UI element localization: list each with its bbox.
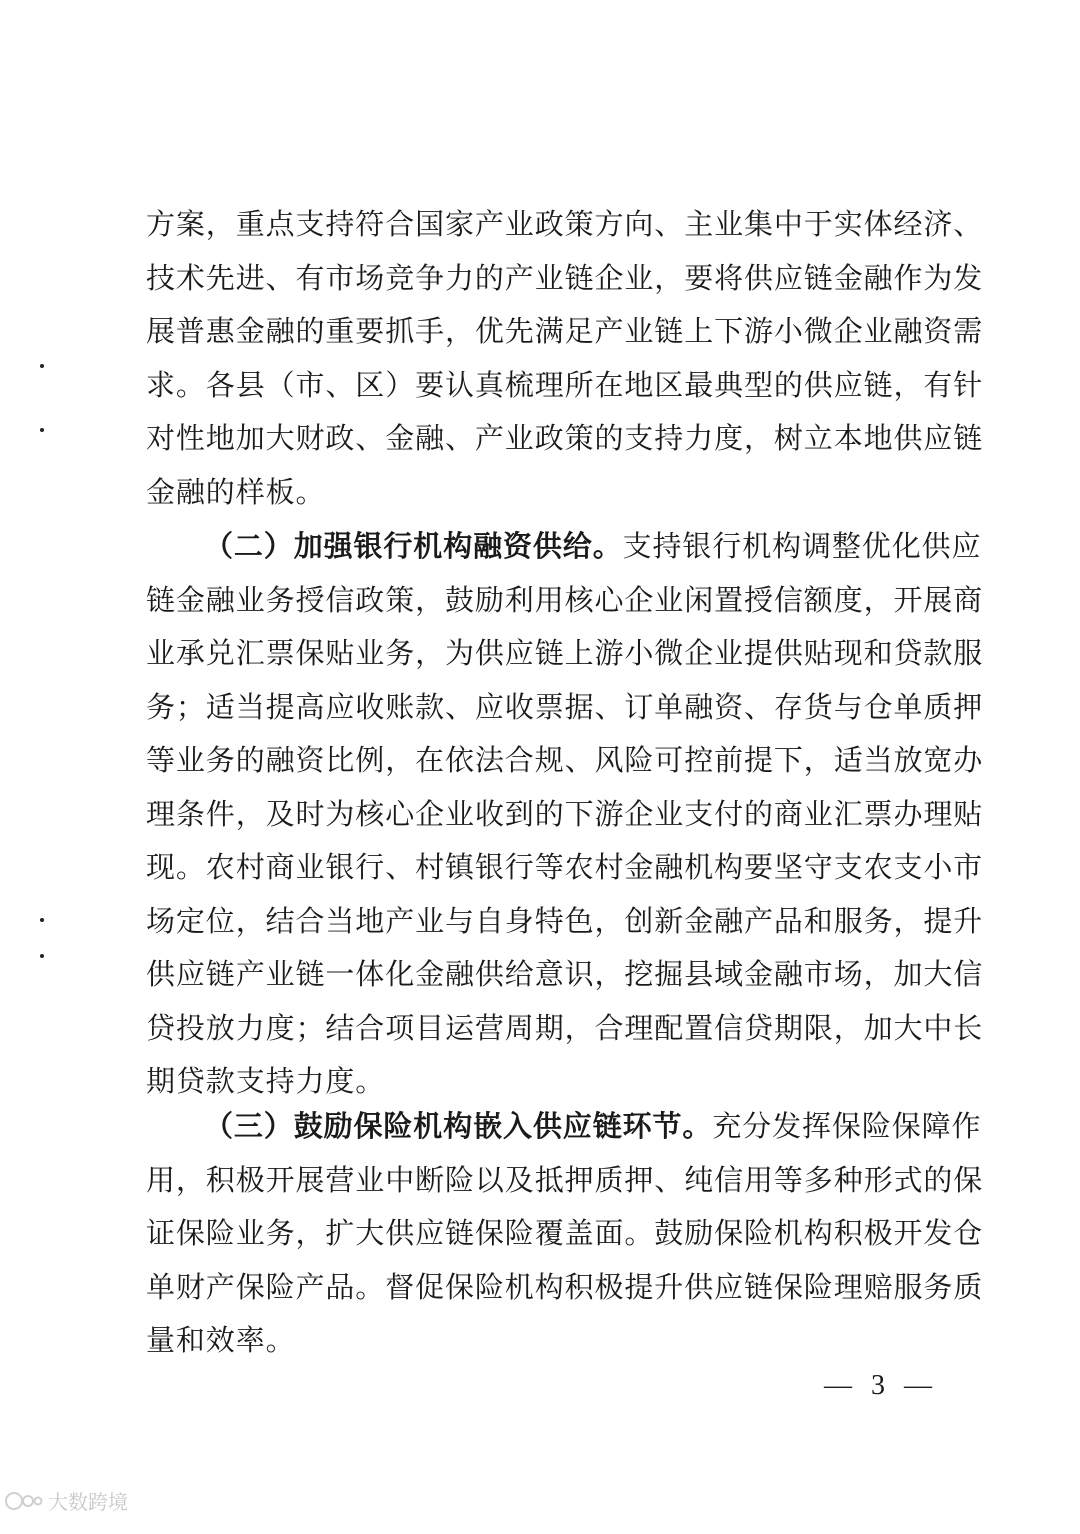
section-heading: （二）加强银行机构融资供给。 [204,529,623,563]
text-line: 求。各县（市、区）要认真梳理所在地区最典型的供应链，有针 [146,367,984,402]
section-heading: （三）鼓励保险机构嵌入供应链环节。 [204,1109,713,1143]
paragraph-2 [146,520,984,1109]
margin-mark [40,918,44,922]
text-line: 对性地加大财政、金融、产业政策的支持力度，树立本地供应链 [146,421,984,455]
text-line [146,520,982,574]
text-line: 单财产保险产品。督促保险机构积极提升供应链保险理赔服务质 [146,1269,984,1304]
margin-mark [40,428,44,432]
watermark-logo-icon [4,1488,44,1514]
text-run: 支持银行机构调整优化供应 [622,529,982,563]
text-line: 供应链产业链一体化金融供给意识，挖掘县域金融市场，加大信 [146,957,984,991]
margin-mark [40,954,44,958]
text-line: 业承兑汇票保贴业务，为供应链上游小微企业提供贴现和贷款服 [146,636,984,670]
text-line [146,1100,982,1154]
text-line: 场定位，结合当地产业与自身特色，创新金融产品和服务，提升 [146,903,984,938]
text-line: 方案，重点支持符合国家产业政策方向、主业集中于实体经济、 [146,207,984,241]
text-line: 用，积极开展营业中断险以及抵押质押、纯信用等多种形式的保 [146,1162,984,1197]
watermark [4,1486,128,1515]
text-line: 金融的样板。 [146,474,326,509]
text-line: 量和效率。 [146,1323,296,1357]
paragraph-3 [146,1100,984,1368]
watermark-text: 大数跨境 [48,1490,128,1514]
text-line: 技术先进、有市场竞争力的产业链企业，要将供应链金融作为发 [146,260,984,295]
text-line: 期贷款支持力度。 [146,1064,386,1098]
text-line: 证保险业务，扩大供应链保险覆盖面。鼓励保险机构积极开发仓 [146,1216,984,1250]
text-run: 充分发挥保险保障作 [712,1109,982,1143]
page-number: — 3 — [824,1370,938,1401]
paragraph-1 [146,198,984,519]
text-line: 现。农村商业银行、村镇银行等农村金融机构要坚守支农支小市 [146,850,984,884]
text-line: 贷投放力度；结合项目运营周期，合理配置信贷期限，加大中长 [146,1010,984,1045]
text-line: 展普惠金融的重要抓手，优先满足产业链上下游小微企业融资需 [146,314,984,348]
margin-mark [40,364,44,368]
text-line: 链金融业务授信政策，鼓励利用核心企业闲置授信额度，开展商 [146,582,984,617]
text-line: 务；适当提高应收账款、应收票据、订单融资、存货与仓单质押 [146,689,984,724]
text-line: 等业务的融资比例，在依法合规、风险可控前提下，适当放宽办 [146,743,984,777]
text-line: 理条件，及时为核心企业收到的下游企业支付的商业汇票办理贴 [146,796,984,831]
